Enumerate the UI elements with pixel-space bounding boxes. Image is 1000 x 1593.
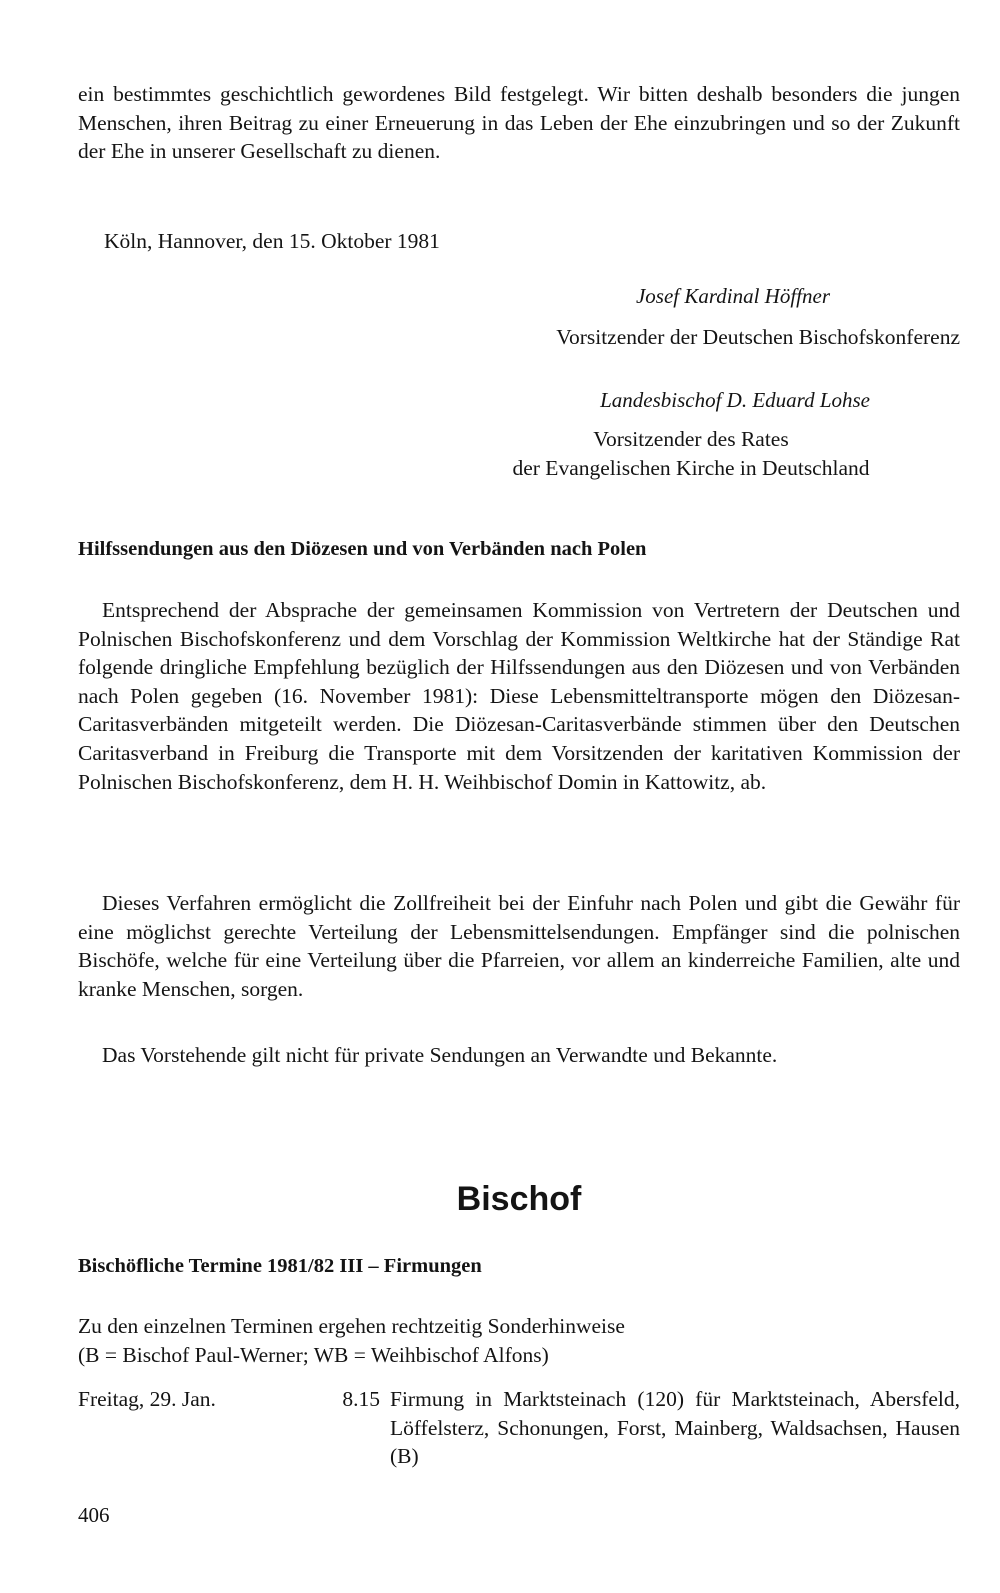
termine-intro-line-2: (B = Bischof Paul-Werner; WB = Weihbischof Alfons): [78, 1343, 549, 1367]
signatory-1-name: Josef Kardinal Höffner: [635, 284, 830, 308]
termine-intro-line-1: Zu den einzelnen Terminen ergehen rechtzeitig Sonderhinweise: [78, 1314, 625, 1338]
article-paragraph-3: Das Vorstehende gilt nicht für private Sendungen an Verwandte und Bekannte.: [102, 1043, 778, 1067]
entry-date: Freitag, 29. Jan.: [78, 1387, 216, 1411]
termine-heading: Bischöfliche Termine 1981/82 III – Firmungen: [78, 1255, 482, 1277]
article-paragraph-2: Dieses Verfahren ermöglicht die Zollfreiheit bei der Einfuhr nach Polen und gibt die Gewähr für eine möglichst gerechte Verteilung der Lebensmittelsendungen. Empfänger sind die polnischen Bischöfe, welche für eine Verteilung über die Pfarreien, vor allem an kinderreiche Familien, alte und kranke Menschen, sorgen.: [78, 891, 960, 1001]
termine-entry: [78, 1385, 960, 1471]
signatory-2-title-line-1: Vorsitzender des Rates: [593, 427, 789, 451]
signatory-2-title-line-2: der Evangelischen Kirche in Deutschland: [512, 456, 870, 480]
page-number: 406: [78, 1503, 110, 1527]
date-line: Köln, Hannover, den 15. Oktober 1981: [104, 229, 440, 253]
signatory-1-title: Vorsitzender der Deutschen Bischofskonferenz: [556, 325, 960, 349]
section-title: Bischof: [456, 1180, 582, 1218]
intro-paragraph: ein bestimmtes geschichtlich gewordenes Bild festgelegt. Wir bitten deshalb besonders die jungen Menschen, ihren Beitrag zu einer Erneuerung in das Leben der Ehe einzubringen und so der Zukunft der Ehe in unserer Gesellschaft zu dienen.: [78, 82, 960, 164]
article-heading: Hilfssendungen aus den Diözesen und von Verbänden nach Polen: [78, 538, 647, 560]
document-page: [78, 0, 960, 1593]
entry-text: Firmung in Marktsteinach (120) für Marktsteinach, Abersfeld, Löffelsterz, Schonungen, Forst, Mainberg, Waldsachsen, Hausen (B): [390, 1387, 960, 1469]
entry-time: 8.15: [342, 1387, 380, 1411]
article-paragraph-1: Entsprechend der Absprache der gemeinsamen Kommission von Vertretern der Deutschen und Polnischen Bischofskonferenz und dem Vorschlag der Kommission Weltkirche hat der Ständige Rat folgende dringliche Empfehlung bezüglich der Hilfssendungen aus den Diözesen und von Verbänden nach Polen gegeben (16. November 1981): Diese Lebensmitteltransporte mögen den Diözesan-Caritasverbänden mitgeteilt werden. Die Diözesan-Caritasverbände stimmen über den Deutschen Caritasverband in Freiburg die Transporte mit dem Vorsitzenden der karitativen Kommission der Polnischen Bischofskonferenz, dem H. H. Weihbischof Domin in Kattowitz, ab.: [78, 598, 960, 794]
signatory-2-name: Landesbischof D. Eduard Lohse: [600, 388, 870, 412]
